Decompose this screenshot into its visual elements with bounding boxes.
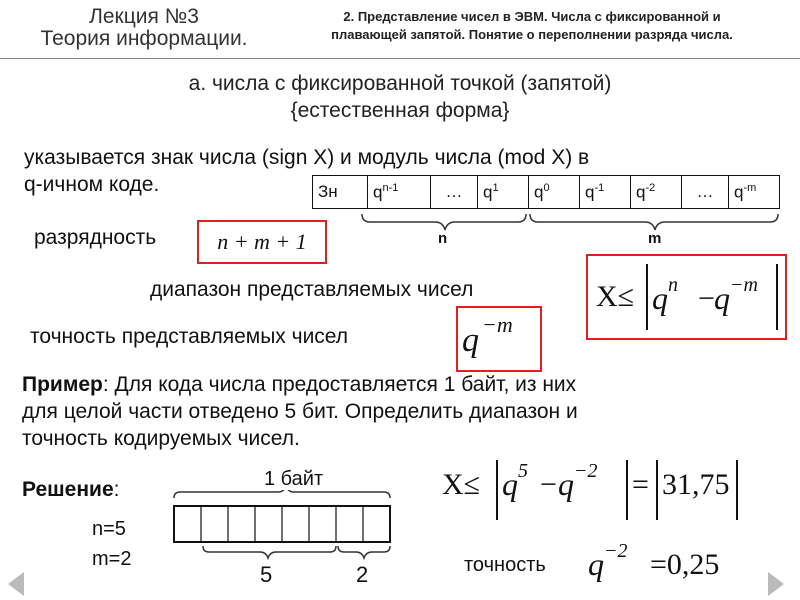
example-line-1: Пример: Для кода числа предоставляется 1 байт, из них — [22, 373, 577, 396]
topic-line-1: 2. Представление чисел в ЭВМ. Числа с фиксированной и — [343, 9, 721, 24]
example-line-2: для целой части отведено 5 бит. Определить диапазон и — [22, 400, 578, 423]
precision-result-value: =0,25 — [650, 548, 720, 581]
brace-5 — [203, 546, 336, 558]
solution-result: 31,75 — [662, 468, 730, 501]
course-name: Теория информации. — [40, 27, 248, 50]
precision-formula: q −m — [456, 306, 542, 372]
digit-cell-n-1: $q^{n-1}$ — [368, 176, 431, 209]
solution-abs-right-2 — [736, 460, 738, 520]
sign-cell: Зн — [313, 176, 368, 209]
precision-result-q: $q^{-2}$ — [588, 540, 628, 582]
solution-heading: Решение: — [22, 478, 120, 501]
intro-line-1: указывается знак числа (sign X) и модуль числа (mod X) в — [24, 146, 590, 169]
precision-label: точность представляемых чисел — [30, 325, 349, 348]
range-formula — [586, 254, 787, 340]
brace-n — [362, 214, 526, 230]
section-title — [80, 70, 720, 124]
brace-2-label: 2 — [356, 562, 369, 587]
solution-q-2: $q^{-2}$ — [558, 460, 598, 502]
solution-abs-left — [496, 460, 498, 520]
digit-cell-ellipsis-int: … — [431, 176, 478, 209]
range-label: диапазон представляемых чисел — [150, 278, 474, 301]
abs-bar-right — [776, 264, 778, 330]
digit-cell-minus-1: $q^{-1}$ — [580, 176, 631, 209]
topic-line-2: плавающей запятой. Понятие о переполнении разряда числа. — [331, 27, 733, 42]
n-value: n=5 — [92, 518, 126, 540]
bit-width-formula: n + m + 1 — [197, 220, 327, 264]
solution-q5: $q^5$ — [502, 460, 528, 502]
byte-label: 1 байт — [264, 468, 324, 490]
digit-cell-minus-2: $q^{-2}$ — [631, 176, 682, 209]
range-q-n: $q^n$ — [652, 274, 678, 316]
digit-cell-minus-m: $q^{-m}$ — [729, 176, 780, 209]
precision-result-label: точность — [464, 554, 546, 576]
brace-5-label: 5 — [260, 562, 273, 587]
abs-bar-left — [646, 264, 648, 330]
triangle-right-icon[interactable] — [768, 572, 784, 596]
brace-2 — [338, 546, 390, 558]
solution-minus: − — [540, 468, 557, 501]
digit-cell-ellipsis-frac: … — [682, 176, 729, 209]
solution-range-x: X≤ — [442, 468, 481, 501]
solution-abs-left-2 — [656, 460, 658, 520]
lecture-number: Лекция №3 — [89, 5, 199, 28]
range-q-m: $q^{-m}$ — [714, 274, 758, 316]
triangle-left-icon[interactable] — [8, 572, 24, 596]
example-heading: Пример — [22, 373, 103, 396]
header-divider — [0, 58, 800, 59]
brace-n-label: n — [438, 230, 448, 247]
digit-braces — [300, 212, 790, 252]
digit-cell-1: $q^1$ — [478, 176, 529, 209]
section-title-line-2: {естественная форма} — [290, 99, 510, 122]
digit-cell-0: $q^0$ — [529, 176, 580, 209]
section-title-line-1: а. числа с фиксированной точкой (запятой) — [188, 72, 612, 95]
range-minus: − — [698, 282, 715, 315]
digit-position-table — [312, 175, 780, 209]
brace-m — [530, 214, 778, 230]
intro-line-2: q-ичном коде. — [24, 173, 160, 196]
bit-width-label: разрядность — [34, 226, 157, 249]
byte-diagram — [170, 490, 400, 570]
byte-brace — [174, 490, 390, 498]
brace-m-label: m — [648, 230, 662, 247]
range-x: X≤ — [596, 280, 635, 313]
m-value: m=2 — [92, 548, 132, 570]
solution-abs-right — [626, 460, 628, 520]
topic-header — [282, 8, 782, 44]
lecture-header — [14, 6, 274, 50]
example-line-3: точность кодируемых чисел. — [22, 427, 300, 450]
solution-equals: = — [632, 468, 649, 501]
example-text — [22, 371, 792, 452]
